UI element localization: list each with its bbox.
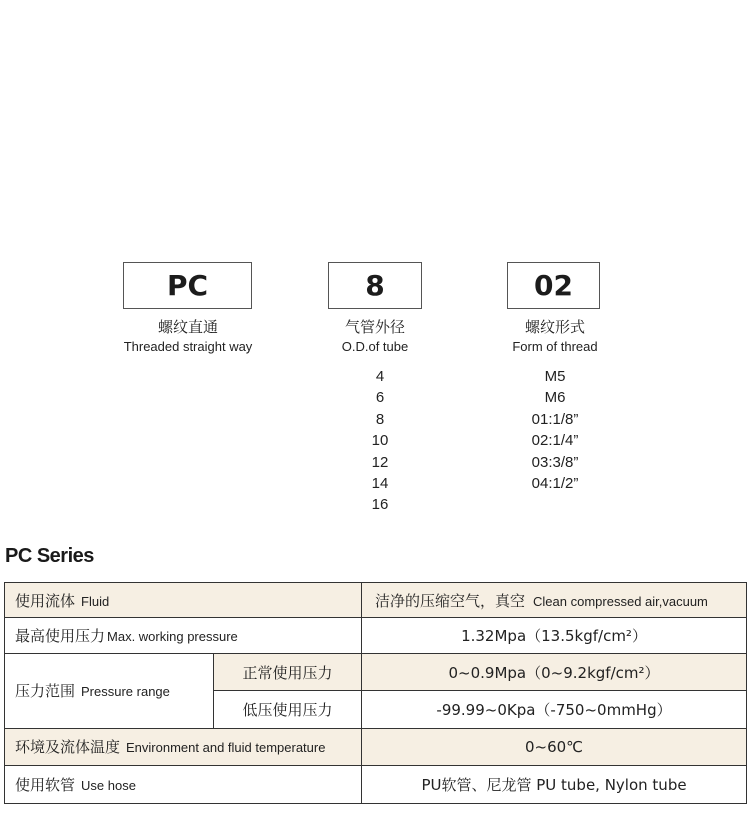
code-box-tube-size: 8	[328, 262, 422, 309]
list-item: 03:3/8”	[531, 453, 579, 471]
label-threaded-straight-cn: 螺纹直通	[157, 318, 218, 336]
list-item: 6	[375, 389, 385, 407]
spec-table	[4, 582, 747, 804]
series-title: PC Series	[5, 545, 94, 567]
list-item: 14	[371, 475, 389, 493]
max-pressure-value: 1.32Mpa（13.5kgf/cm²）	[362, 618, 747, 654]
label-thread-form-cn: 螺纹形式	[524, 318, 585, 336]
temperature-label: 环境及流体温度 Environment and fluid temperature	[5, 728, 362, 765]
label-tube-od-cn: 气管外径	[344, 318, 405, 336]
hose-value: PU软管、尼龙管 PU tube, Nylon tube	[362, 765, 747, 803]
table-row	[5, 728, 747, 765]
fluid-label: 使用流体 Fluid	[5, 583, 362, 618]
max-pressure-label: 最高使用压力 Max. working pressure	[5, 618, 362, 654]
table-row	[5, 654, 747, 691]
pressure-range-label: 压力范围 Pressure range	[5, 654, 214, 728]
list-item: 4	[375, 368, 385, 385]
table-row	[5, 765, 747, 803]
list-item: 16	[371, 496, 389, 514]
low-pressure-label: 低压使用压力	[214, 691, 362, 728]
label-tube-od-en: O.D.of tube	[341, 339, 409, 354]
code-box-thread: 02	[507, 262, 600, 309]
fluid-value: 洁净的压缩空气，真空 Clean compressed air,vacuum	[362, 583, 747, 618]
table-row	[5, 583, 747, 618]
temperature-value: 0~60℃	[362, 728, 747, 765]
label-thread-form-en: Form of thread	[512, 339, 598, 354]
list-item: 10	[371, 432, 389, 450]
table-row	[5, 618, 747, 654]
list-item: 8	[375, 410, 385, 428]
tube-size-list	[340, 366, 420, 516]
list-item: 04:1/2”	[531, 475, 579, 493]
list-item: 12	[371, 453, 389, 471]
low-pressure-value: -99.99~0Kpa（-750~0mmHg）	[362, 691, 747, 728]
list-item: 01:1/8”	[531, 410, 579, 428]
label-threaded-straight-en: Threaded straight way	[123, 339, 253, 354]
list-item: 02:1/4”	[531, 432, 579, 450]
hose-label: 使用软管 Use hose	[5, 765, 362, 803]
code-box-pc: PC	[123, 262, 252, 309]
list-item: M5	[544, 368, 566, 385]
normal-pressure-label: 正常使用压力	[214, 654, 362, 691]
list-item: M6	[544, 389, 566, 407]
thread-form-list	[515, 366, 595, 494]
normal-pressure-value: 0~0.9Mpa（0~9.2kgf/cm²）	[362, 654, 747, 691]
